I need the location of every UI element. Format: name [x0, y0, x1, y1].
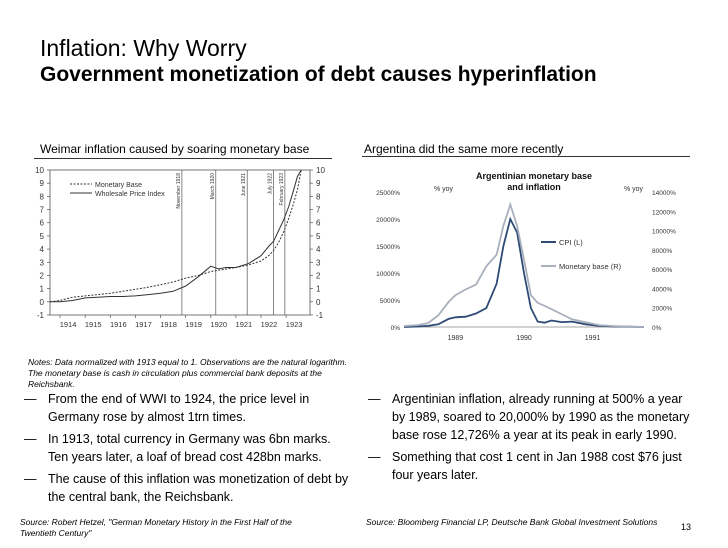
y-tick-label-left: 15000% — [376, 244, 400, 251]
x-tick-label: 1917 — [135, 320, 152, 329]
bullet-text: The cause of this inflation was monetization of debt by the central bank, the Reichsbank. — [48, 472, 349, 504]
right-axis-label: % yoy — [624, 186, 644, 193]
event-label: February 1923 — [278, 173, 285, 206]
event-label: March 1920 — [209, 173, 216, 200]
right-bullet — [368, 390, 698, 444]
y-tick-label: 7 — [39, 205, 44, 215]
y-tick-label-right: 2 — [316, 271, 321, 281]
left-bullet — [24, 430, 349, 466]
event-label: November 1918 — [175, 173, 182, 209]
left-axis-label: % yoy — [434, 186, 454, 193]
x-tick-label: 1921 — [235, 320, 253, 329]
argentina-chart — [366, 170, 694, 345]
y-tick-label-right: 0 — [316, 297, 321, 307]
left-bullets — [24, 390, 349, 510]
x-tick-label: 1919 — [185, 320, 202, 329]
y-tick-label-right: -1 — [316, 311, 324, 320]
y-tick-label: 5 — [39, 231, 44, 241]
event-label: June 1921 — [241, 172, 248, 197]
y-tick-label-right: 5 — [316, 231, 321, 241]
left-panel-rule — [34, 158, 332, 159]
bullet-text: Something that cost 1 cent in Jan 1988 cost $76 just four years later. — [392, 450, 682, 482]
chart-title: and inflation — [507, 182, 561, 192]
legend-label: Monetary base (R) — [559, 262, 622, 271]
y-tick-label-left: 0% — [390, 325, 400, 332]
bullet-dash: — — [368, 392, 381, 406]
right-source: Source: Bloomberg Financial LP, Deutsche Bank Global Investment Solutions — [366, 517, 658, 527]
y-tick-label-right: 3 — [316, 258, 321, 268]
legend-label: Monetary Base — [95, 182, 143, 189]
series-line — [404, 219, 644, 327]
y-tick-label-right: 0% — [652, 325, 662, 332]
y-tick-label-right: 12000% — [652, 209, 676, 217]
x-tick-label: 1990 — [516, 335, 532, 342]
y-tick-label-right: 4 — [316, 245, 321, 255]
page-number: 13 — [681, 522, 692, 532]
bullet-text: In 1913, total currency in Germany was 6bn marks. Ten years later, a loaf of bread cost 428bn marks. — [48, 432, 331, 464]
y-tick-label-right: 8000% — [652, 247, 673, 255]
x-tick-label: 1989 — [447, 335, 464, 342]
left-panel-heading: Weimar inflation caused by soaring monetary base — [40, 142, 310, 156]
legend-label: CPI (L) — [559, 238, 583, 247]
y-tick-label: 3 — [39, 258, 44, 268]
bullet-text: From the end of WWI to 1924, the price level in Germany rose by almost 1trn times. — [48, 392, 310, 424]
left-bullet — [24, 470, 349, 506]
y-tick-label-right: 2000% — [652, 305, 673, 313]
bullet-dash: — — [368, 450, 381, 464]
y-tick-label-left: 20000% — [376, 217, 400, 224]
x-tick-label: 1914 — [59, 320, 77, 329]
weimar-chart — [10, 163, 355, 333]
chart-title: Argentinian monetary base — [475, 171, 593, 181]
bullet-dash: — — [24, 472, 37, 486]
y-tick-label-left: 25000% — [376, 190, 400, 197]
left-bullet — [24, 390, 349, 426]
bullet-text: Argentinian inflation, already running at 500% a year by 1989, soared to 20,000% by 1990 as the monetary base rose 12,726% a year at its peak in early 1990. — [392, 392, 690, 442]
right-panel-heading: Argentina did the same more recently — [364, 142, 564, 156]
y-tick-label: 1 — [39, 284, 44, 294]
x-tick-label: 1922 — [260, 320, 278, 329]
y-tick-label-right: 14000% — [652, 190, 676, 197]
event-label: July 1922 — [267, 173, 274, 195]
y-tick-label-left: 10000% — [376, 271, 400, 278]
x-tick-label: 1923 — [285, 320, 303, 329]
right-bullets — [368, 390, 698, 488]
y-tick-label-right: 10 — [316, 166, 325, 175]
legend-label: Wholesale Price Index — [95, 191, 165, 198]
left-source: Source: Robert Hetzel, "German Monetary History in the First Half of the Twentieth Century" — [20, 517, 292, 538]
y-tick-label-right: 7 — [316, 205, 321, 215]
y-tick-label: -1 — [36, 311, 44, 320]
y-tick-label-right: 1 — [316, 284, 321, 294]
y-tick-label: 9 — [39, 179, 44, 189]
y-tick-label: 2 — [39, 271, 44, 281]
y-tick-label: 10 — [35, 166, 44, 175]
x-tick-label: 1916 — [109, 320, 127, 329]
y-tick-label-right: 6000% — [652, 267, 673, 275]
y-tick-label-right: 10000% — [652, 228, 676, 236]
y-tick-label-right: 6 — [316, 218, 321, 228]
x-tick-label: 1915 — [84, 320, 102, 329]
x-tick-label: 1918 — [160, 320, 177, 329]
slide-title: Inflation: Why Worry — [40, 35, 247, 61]
right-panel-rule — [362, 156, 690, 157]
slide-subtitle: Government monetization of debt causes hyperinflation — [40, 63, 597, 86]
bullet-dash: — — [24, 432, 37, 446]
y-tick-label-right: 8 — [316, 192, 321, 202]
y-tick-label: 6 — [39, 218, 44, 228]
y-tick-label: 0 — [39, 297, 44, 307]
y-tick-label-right: 4000% — [652, 286, 673, 294]
y-tick-label: 8 — [39, 192, 44, 202]
right-bullet — [368, 448, 698, 484]
y-tick-label-right: 9 — [316, 179, 321, 189]
chart-notes: Notes: Data normalized with 1913 equal to 1. Observations are the natural logarithm. The monetary base is cash in circulation plus commercial bank deposits at the Reichsbank. — [28, 357, 347, 389]
x-tick-label: 1920 — [210, 320, 228, 329]
y-tick-label: 4 — [39, 245, 44, 255]
x-tick-label: 1991 — [584, 335, 601, 342]
bullet-dash: — — [24, 392, 37, 406]
y-tick-label-left: 5000% — [379, 298, 400, 305]
